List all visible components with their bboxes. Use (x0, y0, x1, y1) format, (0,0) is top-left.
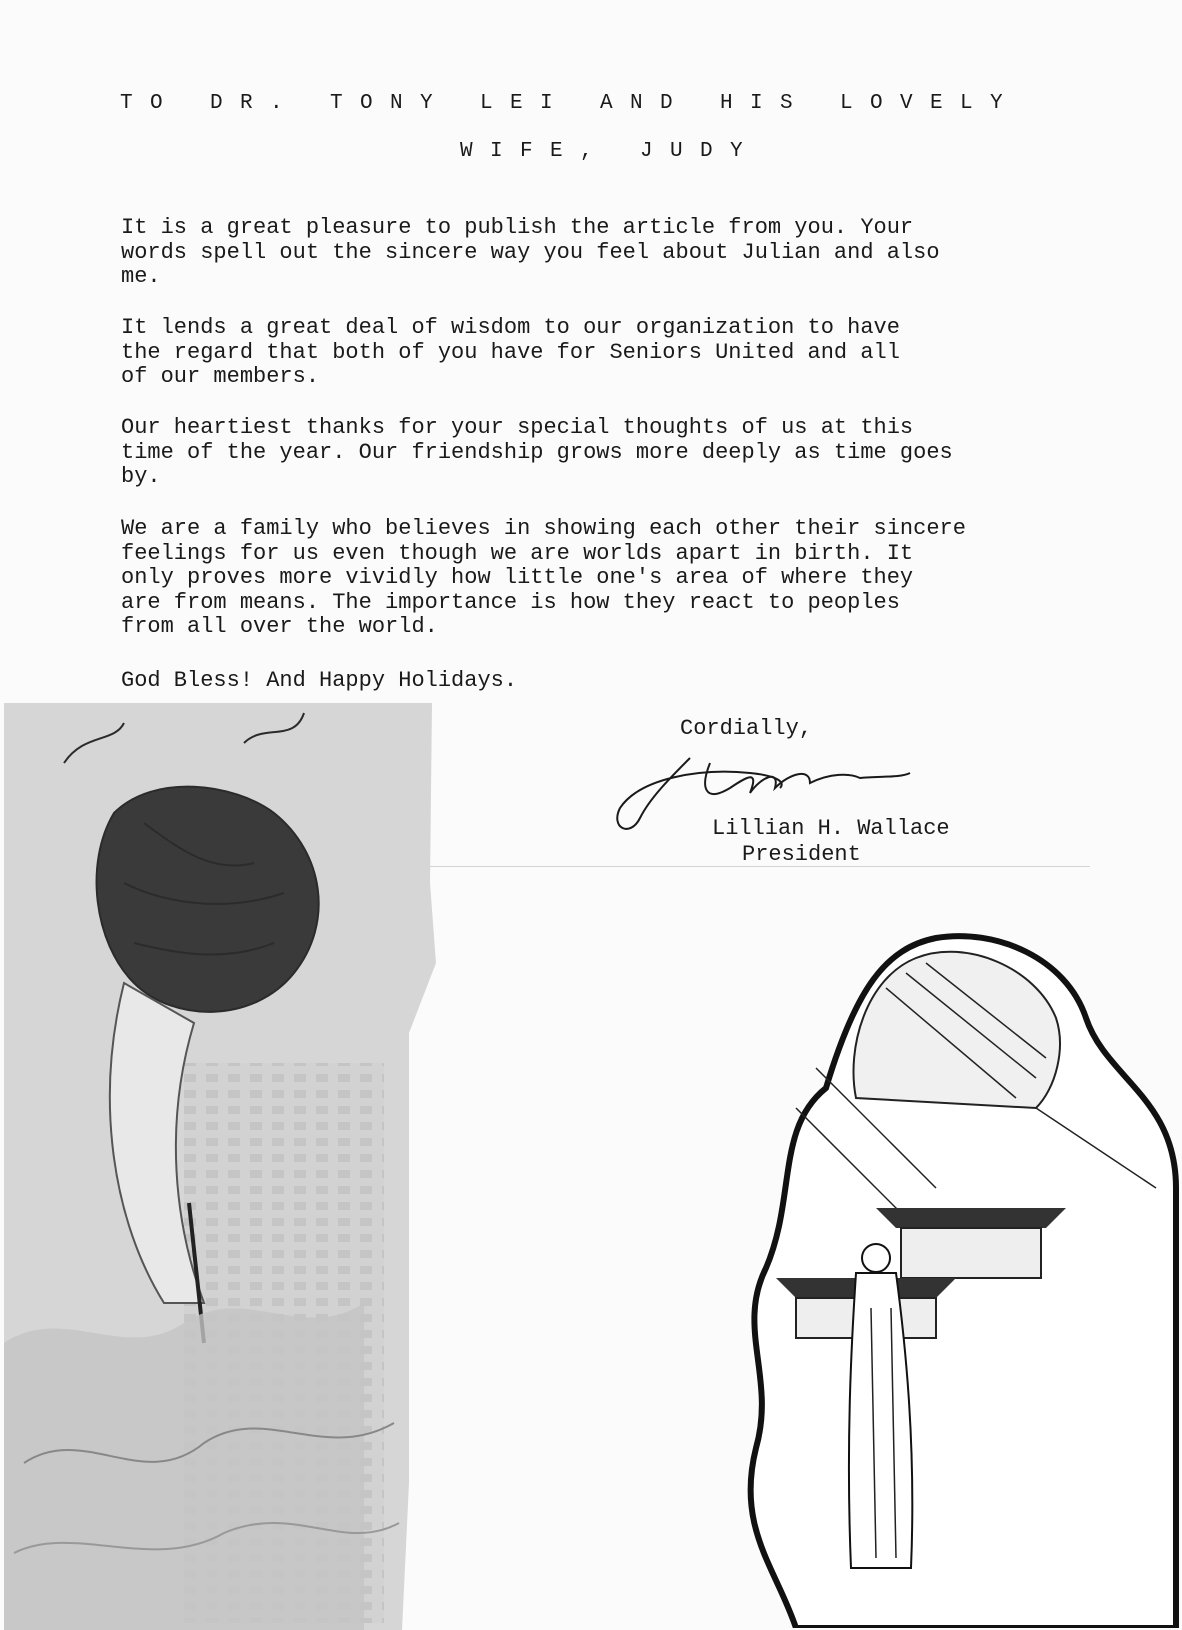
signer-title: President (742, 842, 861, 867)
heading-line-1: TO DR. TONY LEI AND HIS LOVELY (120, 92, 1021, 115)
heading-line-2: WIFE, JUDY (460, 140, 761, 163)
paragraph-1: It is a great pleasure to publish the article from you. Your words spell out the sincere way you feel about Julian and also me. (121, 215, 940, 289)
paragraph-3: Our heartiest thanks for your special thoughts of us at this time of the year. Our friendship grows more deeply as time goes by. (121, 415, 953, 489)
newspaper-clipping-illustration (4, 703, 436, 1630)
paragraph-2: It lends a great deal of wisdom to our organization to have the regard that both of you have for Seniors United and all of our members. (121, 315, 900, 389)
signer-name: Lillian H. Wallace (712, 816, 950, 841)
closing-text: Cordially, (680, 716, 813, 741)
paragraph-4: We are a family who believes in showing each other their sincere feelings for us even though we are worlds apart in birth. It only proves more vividly how little one's area of where they are from means. The importance is how they react to peoples from all over the world. (121, 516, 966, 639)
scholar-pavilion-illustration (736, 928, 1182, 1628)
paragraph-5: God Bless! And Happy Holidays. (121, 668, 518, 693)
